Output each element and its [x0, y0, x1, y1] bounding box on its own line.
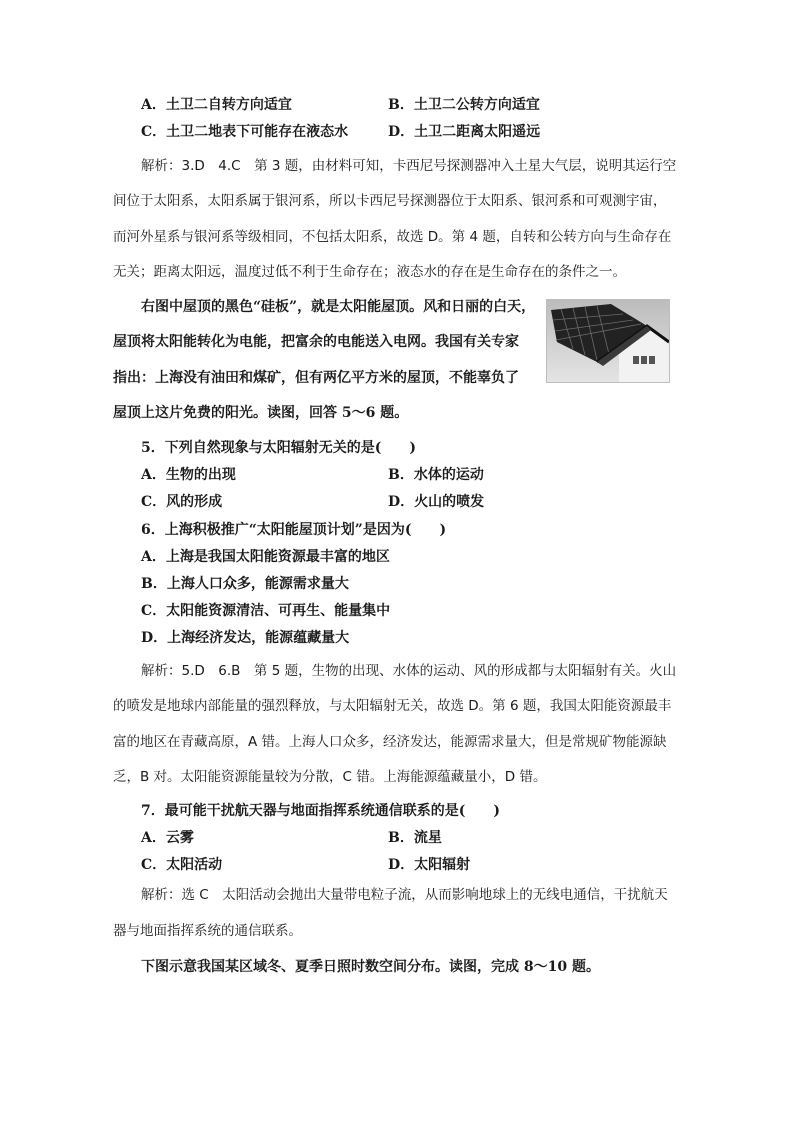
analysis-7-line-2: 器与地面指挥系统的通信联系。: [113, 923, 302, 939]
q5-option-a: A．生物的出现: [141, 467, 236, 483]
q3-4-option-a: A．土卫二自转方向适宜: [141, 97, 292, 113]
intro-8-10: 下图示意我国某区域冬、夏季日照时数空间分布。读图，完成 8～10 题。: [141, 959, 600, 975]
q5-stem: 5．下列自然现象与太阳辐射无关的是( ): [141, 440, 416, 456]
analysis-3-4-line-2: 间位于太阳系，太阳系属于银河系，所以卡西尼号探测器位于太阳系、银河系和可观测宇宙，: [113, 193, 667, 209]
solar-roof-illustration: [547, 300, 669, 382]
solar-roof-photo: [546, 299, 670, 383]
material-line-4: 屋顶上这片免费的阳光。读图，回答 5～6 题。: [113, 405, 409, 421]
analysis-7-line-1: 解析：选 C 太阳活动会抛出大量带电粒子流，从而影响地球上的无线电通信，干扰航天: [141, 887, 668, 903]
q5-option-d: D．火山的喷发: [388, 494, 485, 510]
material-line-3: 指出：上海没有油田和煤矿，但有两亿平方米的屋顶，不能辜负了: [113, 370, 519, 386]
q7-option-c: C．太阳活动: [141, 857, 223, 873]
q7-option-d: D．太阳辐射: [388, 857, 471, 873]
q3-4-option-b: B．土卫二公转方向适宜: [388, 97, 540, 113]
analysis-3-4-line-1: 解析：3.D 4.C 第 3 题，由材料可知，卡西尼号探测器冲入土星大气层，说明其运行空: [141, 158, 677, 174]
analysis-5-6-line-4: 乏，B 对。太阳能资源能量较为分散，C 错。上海能源蕴藏量小，D 错。: [113, 769, 547, 785]
analysis-3-4-line-3: 而河外星系与银河系等级相同，不包括太阳系，故选 D。第 4 题，自转和公转方向与生命存在: [113, 229, 672, 245]
material-line-1: 右图中屋顶的黑色“硅板”，就是太阳能屋顶。风和日丽的白天，: [141, 299, 536, 315]
q7-stem: 7．最可能干扰航天器与地面指挥系统通信联系的是( ): [141, 803, 500, 819]
analysis-3-4-line-4: 无关；距离太阳远，温度过低不利于生命存在；液态水的存在是生命存在的条件之一。: [113, 264, 626, 280]
q6-option-c: C．太阳能资源清洁、可再生、能量集中: [141, 603, 391, 619]
q3-4-option-d: D．土卫二距离太阳遥远: [388, 124, 541, 140]
q6-option-b: B．上海人口众多，能源需求量大: [141, 576, 349, 592]
q7-option-a: A．云雾: [141, 830, 194, 846]
q6-option-a: A．上海是我国太阳能资源最丰富的地区: [141, 549, 390, 565]
q6-option-d: D．上海经济发达，能源蕴藏量大: [141, 630, 350, 646]
analysis-5-6-line-1: 解析：5.D 6.B 第 5 题，生物的出现、水体的运动、风的形成都与太阳辐射有关。火山: [141, 663, 677, 679]
analysis-5-6-line-2: 的喷发是地球内部能量的强烈释放，与太阳辐射无关，故选 D。第 6 题，我国太阳能资源最丰: [113, 698, 672, 714]
q3-4-option-c: C．土卫二地表下可能存在液态水: [141, 124, 349, 140]
q5-option-c: C．风的形成: [141, 494, 223, 510]
q7-option-b: B．流星: [388, 830, 442, 846]
analysis-5-6-line-3: 富的地区在青藏高原，A 错。上海人口众多，经济发达，能源需求量大，但是常规矿物能源缺: [113, 734, 667, 750]
q5-option-b: B．水体的运动: [388, 467, 484, 483]
material-line-2: 屋顶将太阳能转化为电能，把富余的电能送入电网。我国有关专家: [113, 334, 519, 350]
q6-stem: 6．上海积极推广“太阳能屋顶计划”是因为( ): [141, 522, 447, 538]
